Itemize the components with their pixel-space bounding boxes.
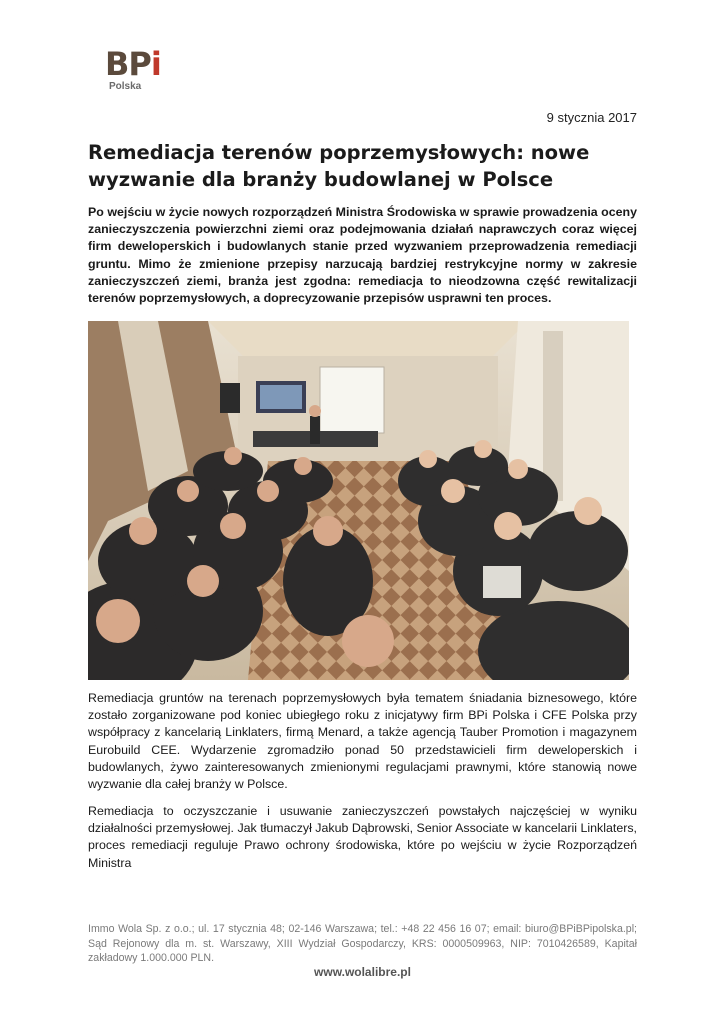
page-title: Remediacja terenów poprzemysłowych: nowe wyzwanie dla branży budowlanej w Polsce xyxy=(88,141,590,191)
document-date: 9 stycznia 2017 xyxy=(546,110,637,125)
lead-paragraph: Po wejściu w życie nowych rozporządzeń Ministra Środowiska w sprawie prowadzenia oceny zanieczyszczenia powierzchni ziemi oraz podejmowania działań naprawczych coraz więcej firm deweloperskich i budowlanych stanie przed wyzwaniem przeprowadzenia remediacji gruntu. Mimo że zmienione przepisy narzucają bardziej restrykcyjne normy w zakresie zanieczyszczeń ziemi, branża jest zgodna: remediacja to nieodzowna część rewitalizacji terenów poprzemysłowych, a doprecyzowanie przepisów usprawni ten proces. xyxy=(88,205,637,306)
logo-subtitle: Polska xyxy=(109,81,142,92)
bpi-polska-logo xyxy=(105,45,185,98)
conference-photo xyxy=(88,321,629,680)
website-link[interactable]: www.wolalibre.pl xyxy=(314,965,411,979)
company-footer: Immo Wola Sp. z o.o.; ul. 17 stycznia 48; 02-146 Warszawa; tel.: +48 22 456 16 07; email: biuro@BPiBPipolska.pl; Sąd Rejonowy dla m. st. Warszawy, XIII Wydział Gospodarczy, KRS: 0000509963, NIP: 7010426589, Kapitał zakładowy 1.000.000 PLN. xyxy=(88,923,637,965)
body-paragraph-1: Remediacja gruntów na terenach poprzemysłowych była tematem śniadania biznesowego, które zostało zorganizowane pod koniec ubiegłego roku z inicjatywy firm BPi Polska i CFE Polska przy współpracy z kancelarią Linklaters, firmą Menard, a także agencją Tauber Promotion i magazynem Eurobuild CEE. Wydarzenie zgromadziło ponad 50 przedstawicieli firm deweloperskich i budowlanych, żywo zainteresowanych zmienionymi regulacjami prawnymi, które stanowią nowe wyzwanie dla całej branży w Polsce. xyxy=(88,691,637,792)
logo-mark: BPi xyxy=(105,45,161,83)
body-paragraph-2: Remediacja to oczyszczanie i usuwanie zanieczyszczeń powstałych najczęściej w wyniku działalności przemysłowej. Jak tłumaczył Jakub Dąbrowski, Senior Associate w kancelarii Linklaters, proces remediacji reguluje Prawo ochrony środowiska, które po wejściu w życie Rozporządzeń Ministra xyxy=(88,804,637,870)
